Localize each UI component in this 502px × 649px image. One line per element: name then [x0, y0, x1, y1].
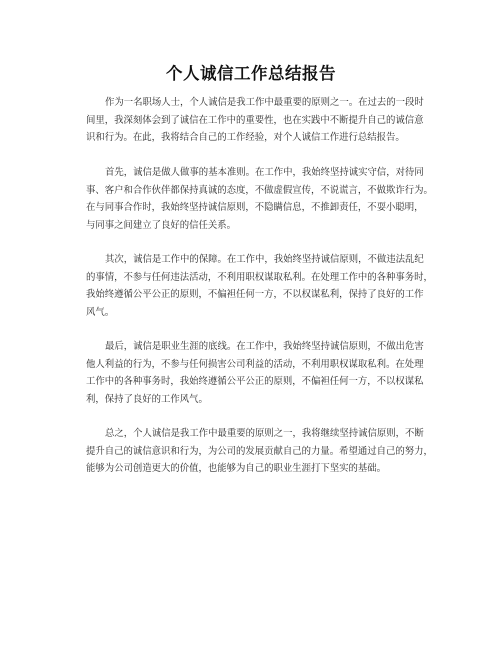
paragraph-line: 作为一名职场人士，个人诚信是我工作中最重要的原则之一。在过去的一段时: [105, 97, 424, 108]
paragraph-line: 提升自己的诚信意识和行为，为公司的发展贡献自己的力量。希望通过自己的努力，: [86, 445, 433, 457]
paragraph-line: 首先，诚信是做人做事的基本准则。在工作中，我始终坚持诚实守信，对待同: [105, 167, 424, 178]
paragraph-third-point: [86, 338, 434, 408]
paragraph-line: 总之，个人诚信是我工作中最重要的原则之一，我将继续坚持诚信原则，不断: [105, 428, 424, 439]
paragraph-line: 利，保持了良好的工作风气。: [86, 393, 208, 405]
paragraph-line: 其次，诚信是工作中的保障。在工作中，我始终坚持诚信原则，不做违法乱纪: [105, 254, 424, 265]
paragraph-intro: [86, 94, 434, 147]
paragraph-first-point: [86, 164, 434, 234]
paragraph-line: 能够为公司创造更大的价值，也能够为自己的职业生涯打下坚实的基础。: [86, 463, 387, 475]
paragraph-line: 事、客户和合作伙伴都保持真诚的态度，不做虚假宣传，不说谎言，不做欺诈行为。: [86, 184, 433, 196]
document-title: 个人诚信工作总结报告: [166, 64, 336, 83]
paragraph-line: 我始终遵循公平公正的原则，不偏袒任何一方，不以权谋私利，保持了良好的工作: [86, 289, 424, 301]
paragraph-line: 与同事之间建立了良好的信任关系。: [86, 219, 237, 231]
paragraph-line: 在与同事合作时，我始终坚持诚信原则，不隐瞒信息，不推卸责任，不耍小聪明，: [86, 202, 424, 214]
paragraph-second-point: [86, 251, 434, 321]
paragraph-line: 的事情，不参与任何违法活动，不利用职权谋取私利。在处理工作中的各种事务时，: [86, 271, 433, 283]
paragraph-conclusion: [86, 425, 434, 478]
paragraph-line: 最后，诚信是职业生涯的底线。在工作中，我始终坚持诚信原则，不做出危害: [105, 341, 424, 352]
paragraph-line: 工作中的各种事务时，我始终遵循公平公正的原则，不偏袒任何一方，不以权谋私: [86, 376, 424, 388]
paragraph-line: 识和行为。在此，我将结合自己的工作经验，对个人诚信工作进行总结报告。: [86, 132, 405, 144]
paragraph-line: 他人利益的行为，不参与任何损害公司利益的活动，不利用职权谋取私利。在处理: [86, 358, 424, 370]
paragraph-line: 间里，我深刻体会到了诚信在工作中的重要性，也在实践中不断提升自己的诚信意: [86, 114, 424, 126]
paragraph-line: 风气。: [86, 306, 115, 318]
